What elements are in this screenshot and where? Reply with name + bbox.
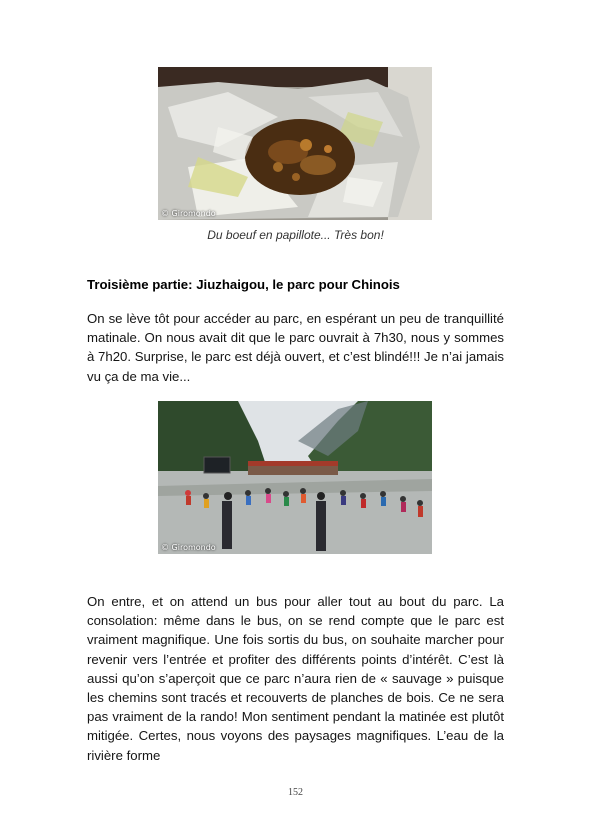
photo-credit: © Giromondo	[161, 543, 216, 552]
body-paragraph: On entre, et on attend un bus pour aller tout au bout du parc. La consolation: même dans le bus, on se rend compte que le parc est vraiment magnifique. Une fois sortis du bus, on souhaite marcher pour revenir vers l’entrée et profiter des différents points d’intérêt. C’est là aussi qu’on s’aperçoit que ce parc n’aura rien de « sauvage » puisque les chemins sont tracés et recouverts de planches de bois. Ce ne sera pas vraiment de la rando! Mon sentiment pendant la matinée est plutôt mitigée. Certes, nous voyons des paysages magnifiques. L’eau de la rivière forme	[87, 594, 504, 763]
body-paragraph: On se lève tôt pour accéder au parc, en espérant un peu de tranquillité matinale. On nous avait dit que le parc ouvrait à 7h30, nous y sommes à 7h20. Surprise, le parc est déjà ouvert, et c’est blindé!!! Je n’ai jamais vu ça de ma vie...	[87, 311, 504, 384]
park-photo	[158, 401, 432, 554]
section-heading: Troisième partie: Jiuzhaigou, le parc pour Chinois	[87, 277, 400, 292]
park-photo-image	[158, 401, 432, 554]
food-photo-image	[158, 67, 432, 220]
page-number: 152	[288, 787, 303, 798]
food-photo	[158, 67, 432, 220]
photo-caption: Du boeuf en papillote... Très bon!	[207, 228, 384, 242]
photo-credit: © Giromondo	[161, 209, 216, 218]
